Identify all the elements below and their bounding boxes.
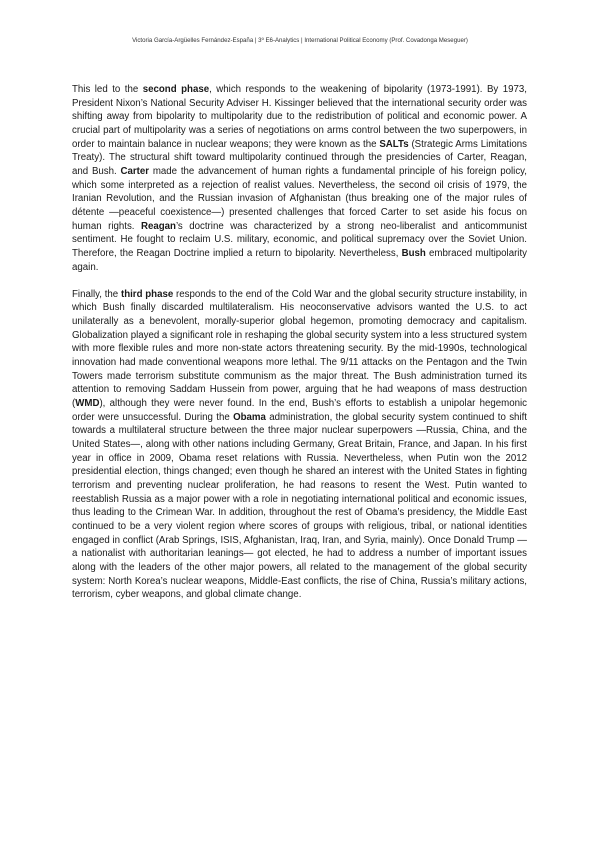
bold-term: Reagan — [140, 220, 176, 232]
bold-term: third phase — [120, 288, 174, 300]
text-run: (Strategic Arms Limitations Treaty). The structural shift toward multipolarity continued through the presidencies of Carter, Reagan, and Bush. — [72, 138, 527, 177]
text-run: responds to the end of the Cold War and the global security structure instability, in which Bush finally discarded multilateralism. His neoconservative advisors wanted the U.S. to act unilaterally as a benevolent, morally-superior global hegemon, promoting democracy and capitalism. Globalization played a significant role in reshaping the global security system into a less structured system with more flexible rules and more non-state actors threatening security. By the mid-1990s, technological innovation had made conventional weapons more lethal. The 9/11 attacks on the Pentagon and the Twin Towers made terrorism substitute communism as the major threat. The Bush administration turned its attention to removing Saddam Hussein from power, arguing that he had weapons of mass destruction ( — [72, 288, 528, 410]
paragraph-third-phase — [72, 288, 527, 602]
text-run: ’s doctrine was characterized by a strong neo-liberalist and anticommunist sentiment. He fought to reclaim U.S. military, economic, and political supremacy over the Soviet Union. Therefore, the Reagan Doctrine implied a return to bipolarity. Nevertheless, — [72, 220, 527, 259]
text-run: administration, the global security system continued to shift towards a multilateral structure between the three major nuclear superpowers —Russia, China, and the United States—, along with other nations including Germany, Great Britain, France, and Japan. In his first year in office in 2009, Obama reset relations with Russia. Nevertheless, when Putin won the 2012 presidential election, things changed; even though he shared an interest with the United States in fighting terrorism and preventing nuclear proliferation, he had reasons to resent the West. Putin wanted to reestablish Russia as a major power with a role in negotiating international political and economic issues, thus leading to the Crimean War. In addition, throughout the rest of Obama’s presidency, the Middle East continued to be a very violent region where scores of groups with religious, tribal, or national identities engaged in conflict (Arab Springs, ISIS, Afghanistan, Iraq, Iran, and Syria, mainly). Once Donald Trump —a nationalist with authoritarian leanings— got elected, he had to address a number of important issues along with the leaders of the other major powers, all related to the management of the global security system: North Korea’s nuclear weapons, Middle-East conflicts, the rise of China, Russia’s military actions, terrorism, cyber weapons, and global climate change. — [72, 411, 527, 601]
text-run: , which responds to the weakening of bipolarity (1973-1991). By 1973, President Nixon’s National Security Adviser H. Kissinger believed that the international security order was shifting away from bipolarity to multipolarity due to the redistribution of political and economic power. A crucial part of multipolarity was a series of negotiations on arms control between the two superpowers, in order to maintain balance in nuclear weapons; they were known as the — [72, 84, 527, 150]
bold-term: Bush — [401, 247, 426, 259]
text-run: This led to the — [72, 84, 143, 95]
text-run: Finally, the — [72, 288, 121, 300]
text-run: ), although they were never found. In the end, Bush’s efforts to establish a unipolar hegemonic order were unsuccessful. During the — [72, 398, 527, 423]
bold-term: SALTs — [379, 138, 409, 150]
bold-term: WMD — [75, 398, 100, 410]
text-run: made the advancement of human rights a fundamental principle of his foreign policy, which some interpreted as a rejection of realist values. Nevertheless, the second oil crisis of 1979, the Iranian Revolution, and the Russian invasion of Afghanistan (thus breaking one of the major rules of détente —peaceful coexistence—) presented challenges that forced Carter to set aside his focus on human rights. — [72, 165, 527, 232]
bold-term: Carter — [120, 165, 150, 177]
document-body — [72, 83, 527, 616]
page-header: Victoria García-Argüelles Fernández-España | 3º E6-Analytics | International Political Economy (Prof. Covadonga Meseguer) — [132, 37, 468, 44]
bold-term: Obama — [233, 411, 266, 423]
bold-term: second phase — [142, 84, 210, 95]
text-run: embraced multipolarity again. — [72, 247, 527, 273]
paragraph-second-phase — [72, 83, 527, 274]
